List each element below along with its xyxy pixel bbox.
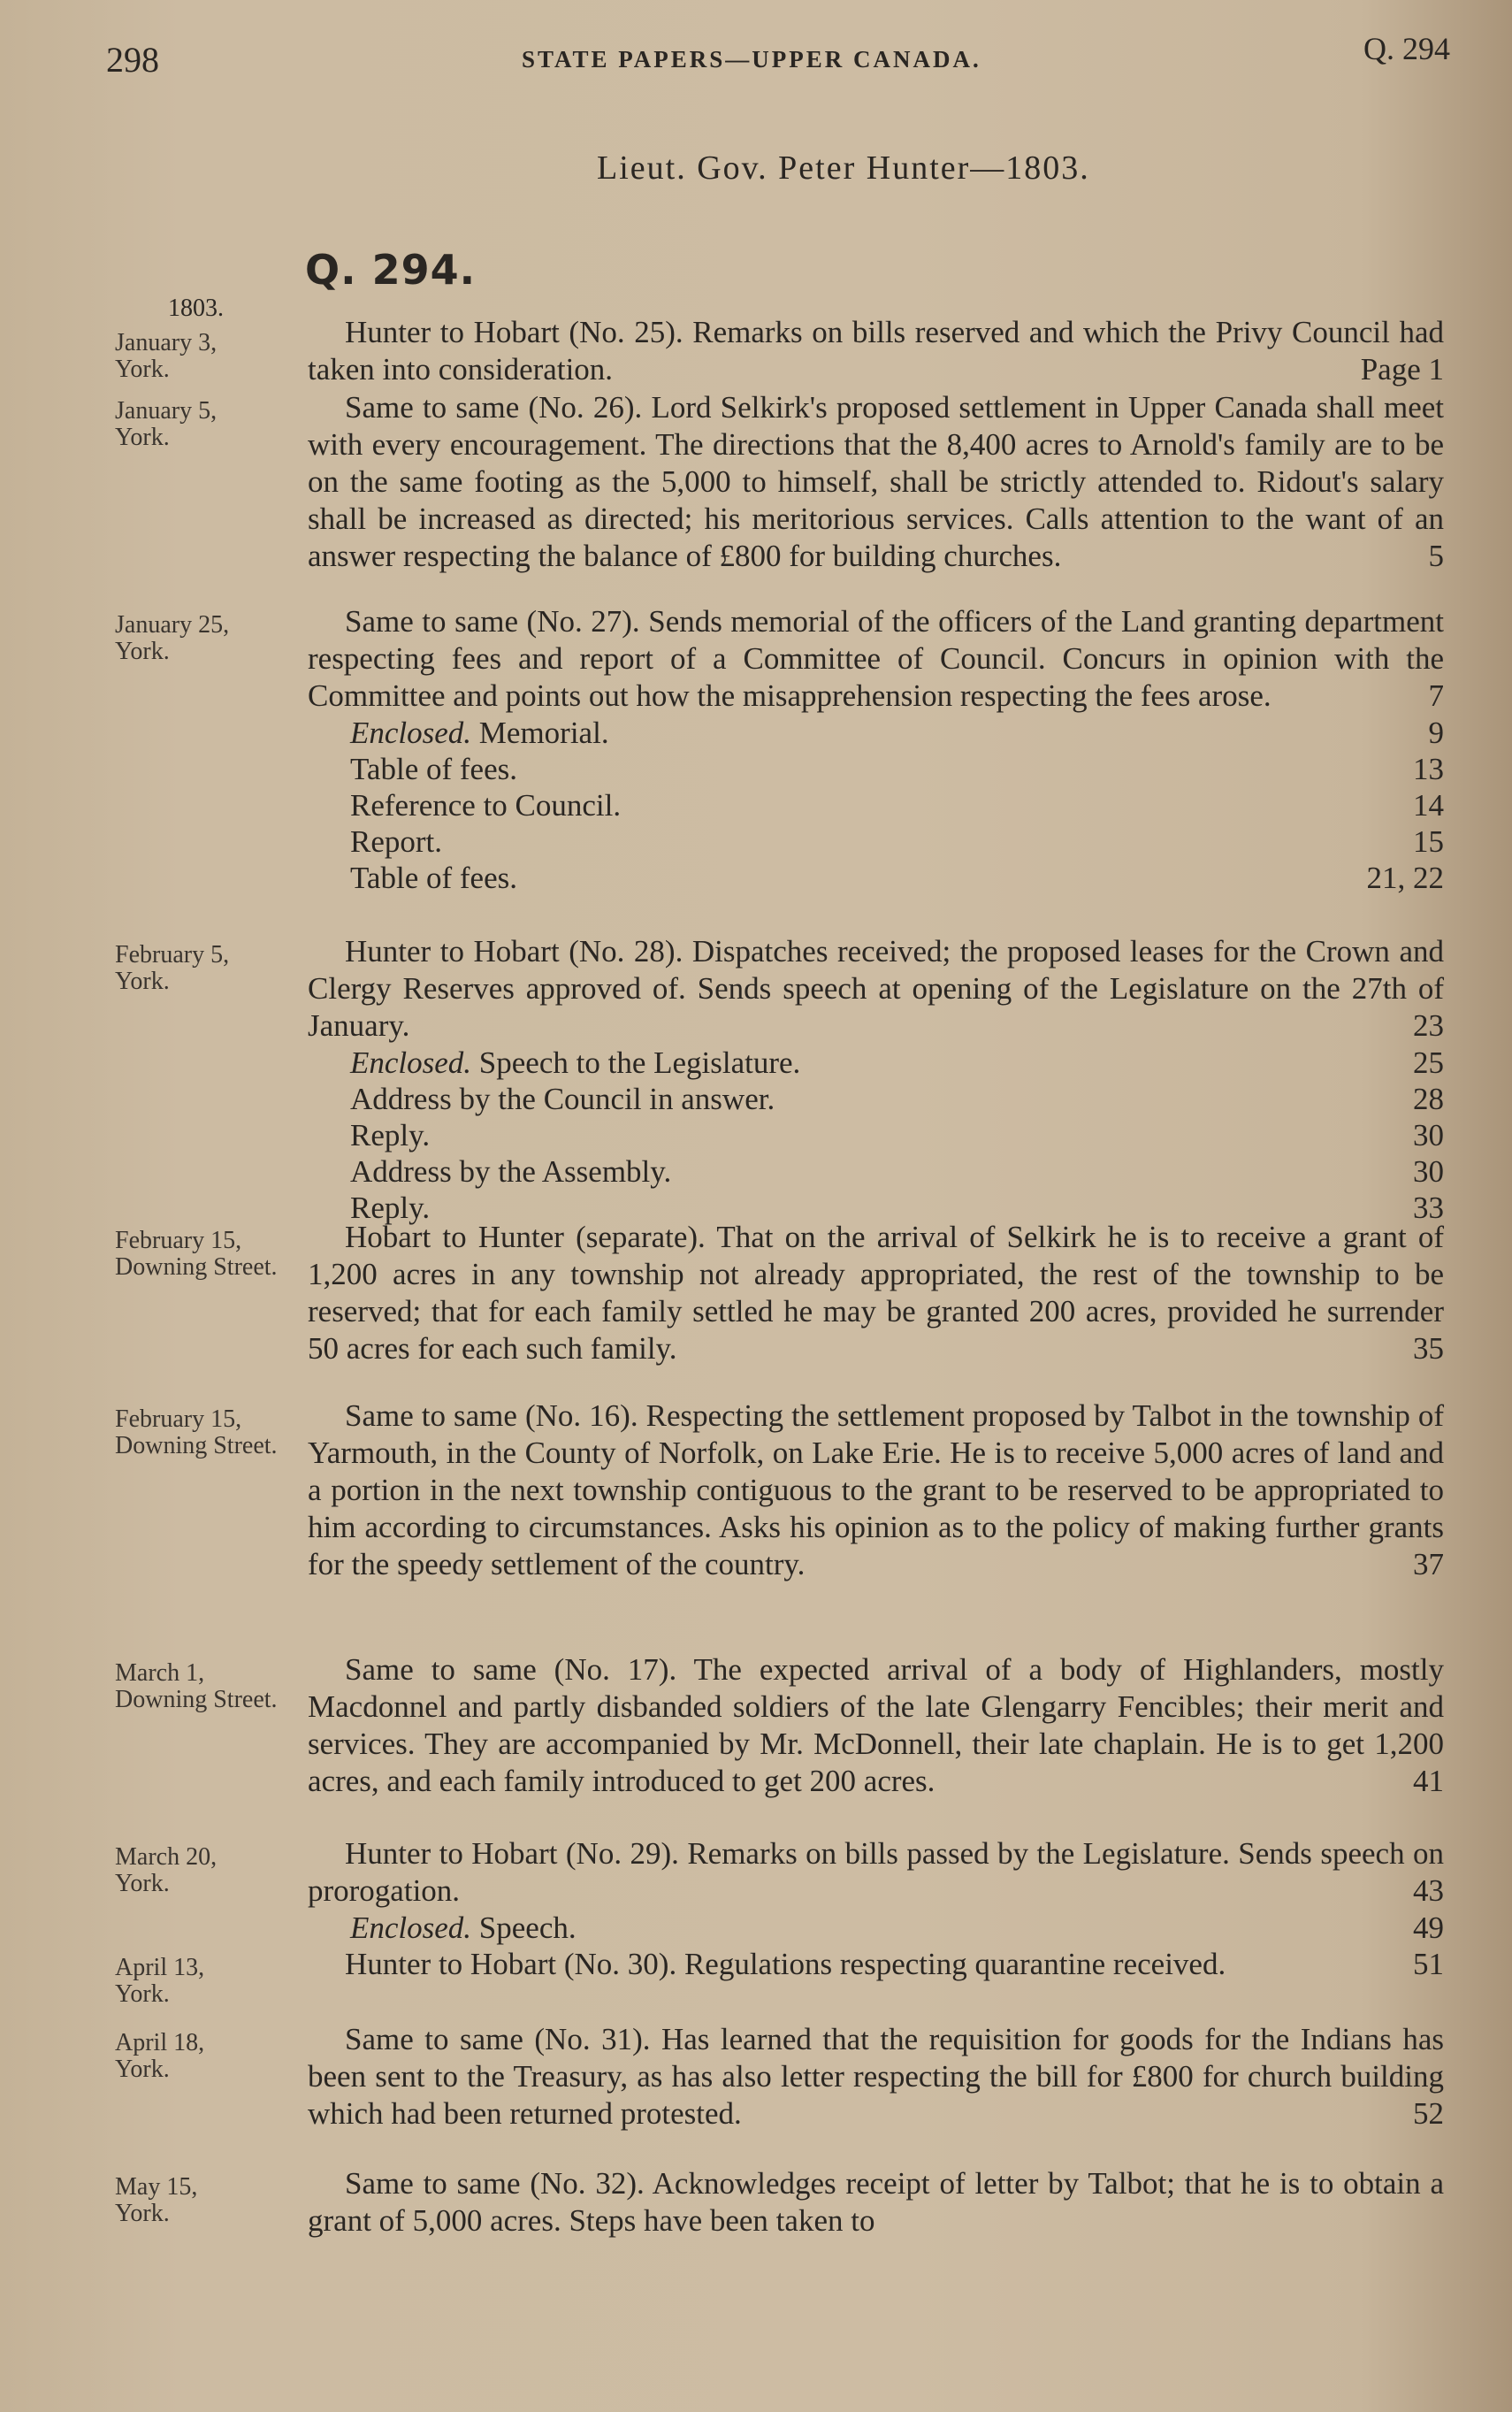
page-reference: 28 xyxy=(1413,1082,1444,1116)
enclosure: Table of fees. 13 xyxy=(350,752,1444,786)
entry-body: Hunter to Hobart (No. 29). Remarks on bills passed by the Legislature. Sends speech on prorogation. xyxy=(308,1836,1444,1908)
running-title: STATE PAPERS—UPPER CANADA. xyxy=(522,46,981,73)
entry-date: January 5, xyxy=(115,397,218,425)
entry-text xyxy=(308,1835,1444,1946)
entry-text xyxy=(308,2021,1444,2133)
page-reference: 41 xyxy=(1413,1764,1444,1798)
entry-text xyxy=(308,1946,1444,1983)
page-header xyxy=(97,31,1450,92)
entry-place: York. xyxy=(115,968,170,995)
entry-place: Downing Street. xyxy=(115,1432,278,1459)
entry-date-block xyxy=(115,1844,292,1897)
entry-date-block xyxy=(115,398,292,451)
entry-text xyxy=(308,389,1444,575)
page-number: 298 xyxy=(106,40,159,80)
entry-date-block xyxy=(115,1228,292,1281)
page-reference: 30 xyxy=(1413,1118,1444,1152)
page-reference: 14 xyxy=(1413,788,1444,823)
page-reference: 15 xyxy=(1413,824,1444,859)
enclosure: Reply. 33 xyxy=(350,1191,1444,1225)
entry-body: Same to same (No. 27). Sends memorial of the officers of the Land granting department respecting fees and report of a Committee of Council. Concurs in opinion with the Committee and points out how the misapprehension respecting the fees arose. xyxy=(308,604,1444,713)
enclosure: Enclosed. Speech. 49 xyxy=(350,1910,1444,1945)
entry-date: February 15, xyxy=(115,1405,242,1433)
entry-date: February 5, xyxy=(115,941,230,969)
entry-text xyxy=(308,933,1444,1226)
enclosure: Enclosed. Speech to the Legislature. 25 xyxy=(350,1045,1444,1080)
entry-date: January 3, xyxy=(115,329,218,356)
entry-text xyxy=(308,603,1444,896)
q-reference: Q. 294 xyxy=(1363,31,1450,66)
entry-place: York. xyxy=(115,1870,170,1897)
entry-body: Hunter to Hobart (No. 30). Regulations respecting quarantine received. xyxy=(345,1947,1226,1981)
enclosure: Table of fees. 21, 22 xyxy=(350,861,1444,895)
page-reference: 51 xyxy=(1413,1947,1444,1981)
page-reference: 5 xyxy=(1428,539,1444,573)
enclosure: Report. 15 xyxy=(350,824,1444,859)
entry-body: Same to same (No. 17). The expected arrival of a body of Highlanders, mostly Macdonnel and partly disbanded soldiers of the late Glengarry Fencibles; their merit and services. They are accompanied by Mr. McDonnell, their late chaplain. He is to get 1,200 acres, and each family introduced to get 200 acres. xyxy=(308,1652,1444,1798)
entry-date-block xyxy=(115,612,292,665)
entry-date-block xyxy=(115,942,292,995)
page-reference: 21, 22 xyxy=(1366,861,1444,895)
entry-date: February 15, xyxy=(115,1227,242,1254)
entry-date: March 20, xyxy=(115,1843,218,1871)
entry-date: May 15, xyxy=(115,2173,198,2201)
entry-date: April 18, xyxy=(115,2029,205,2056)
entry-date-block xyxy=(115,2030,292,2083)
entry-body: Same to same (No. 32). Acknowledges receipt of letter by Talbot; that he is to obtain a grant of 5,000 acres. Steps have been taken to xyxy=(308,2166,1444,2238)
entry-place: York. xyxy=(115,424,170,451)
entry-text xyxy=(308,1219,1444,1367)
entry-date-block xyxy=(115,1660,292,1713)
entry-date-block xyxy=(115,1406,292,1459)
page-reference: 52 xyxy=(1413,2096,1444,2131)
entry-body: Same to same (No. 31). Has learned that the requisition for goods for the Indians has been sent to the Treasury, as has also letter respecting the bill for £800 for church building which had been returned protested. xyxy=(308,2022,1444,2131)
entry-date-block xyxy=(115,2174,292,2227)
page-reference: 33 xyxy=(1413,1191,1444,1225)
volume-heading: Q. 294. xyxy=(305,246,477,294)
enclosure: Address by the Assembly. 30 xyxy=(350,1154,1444,1189)
entry-place: York. xyxy=(115,2056,170,2083)
entry-place: York. xyxy=(115,638,170,665)
page-reference: 43 xyxy=(1413,1873,1444,1908)
entry-place: York. xyxy=(115,2200,170,2227)
entry-date: January 25, xyxy=(115,611,230,639)
page-reference: 49 xyxy=(1413,1910,1444,1945)
entry-body: Same to same (No. 16). Respecting the settlement proposed by Talbot in the township of Yarmouth, in the County of Norfolk, on Lake Erie. He is to receive 5,000 acres of land and a portion in the next township contiguous to the grant to be reserved to be appropriated to him according to circumstances. Asks his opinion as to the policy of making further grants for the speedy settlement of the country. xyxy=(308,1398,1444,1581)
page-reference: 23 xyxy=(1413,1008,1444,1043)
enclosure: Address by the Council in answer. 28 xyxy=(350,1082,1444,1116)
page-reference: 13 xyxy=(1413,752,1444,786)
entry-text xyxy=(308,1397,1444,1583)
entry-body: Same to same (No. 26). Lord Selkirk's proposed settlement in Upper Canada shall meet with every encouragement. The directions that the 8,400 acres to Arnold's family are to be on the same footing as the 5,000 to himself, shall be strictly attended to. Ridout's salary shall be increased as directed; his meritorious services. Calls attention to the want of an answer respecting the balance of £800 for building churches. xyxy=(308,390,1444,573)
entry-text xyxy=(308,314,1444,388)
page-reference: 25 xyxy=(1413,1045,1444,1080)
page-reference: 30 xyxy=(1413,1154,1444,1189)
year-heading: 1803. xyxy=(168,295,224,322)
entry-date-block xyxy=(115,330,292,383)
entry-place: Downing Street. xyxy=(115,1253,278,1281)
entry-text xyxy=(308,1651,1444,1800)
enclosure: Enclosed. Memorial. 9 xyxy=(350,716,1444,750)
entry-text xyxy=(308,2165,1444,2240)
section-title: Lieut. Gov. Peter Hunter—1803. xyxy=(597,149,1090,187)
enclosure: Reply. 30 xyxy=(350,1118,1444,1152)
entry-body: Hunter to Hobart (No. 25). Remarks on bills reserved and which the Privy Council had taken into consideration. xyxy=(308,315,1444,387)
entry-date-block xyxy=(115,1955,292,2008)
entry-place: Downing Street. xyxy=(115,1686,278,1713)
entry-date: April 13, xyxy=(115,1954,205,1981)
entry-place: York. xyxy=(115,1980,170,2008)
entry-body: Hunter to Hobart (No. 28). Dispatches received; the proposed leases for the Crown and Clergy Reserves approved of. Sends speech at opening of the Legislature on the 27th of January. xyxy=(308,934,1444,1043)
page-reference: Page 1 xyxy=(1360,352,1444,387)
page-reference: 35 xyxy=(1413,1331,1444,1366)
entry-place: York. xyxy=(115,356,170,383)
page-reference: 9 xyxy=(1428,716,1444,750)
page-reference: 7 xyxy=(1428,678,1444,713)
enclosure: Reference to Council. 14 xyxy=(350,788,1444,823)
entry-date: March 1, xyxy=(115,1659,205,1687)
page-reference: 37 xyxy=(1413,1547,1444,1581)
entry-body: Hobart to Hunter (separate). That on the arrival of Selkirk he is to receive a grant of 1,200 acres in any township not already appropriated, the rest of the township to be reserved; that for each family settled he may be granted 200 acres, provided he surrender 50 acres for each such family. xyxy=(308,1220,1444,1366)
